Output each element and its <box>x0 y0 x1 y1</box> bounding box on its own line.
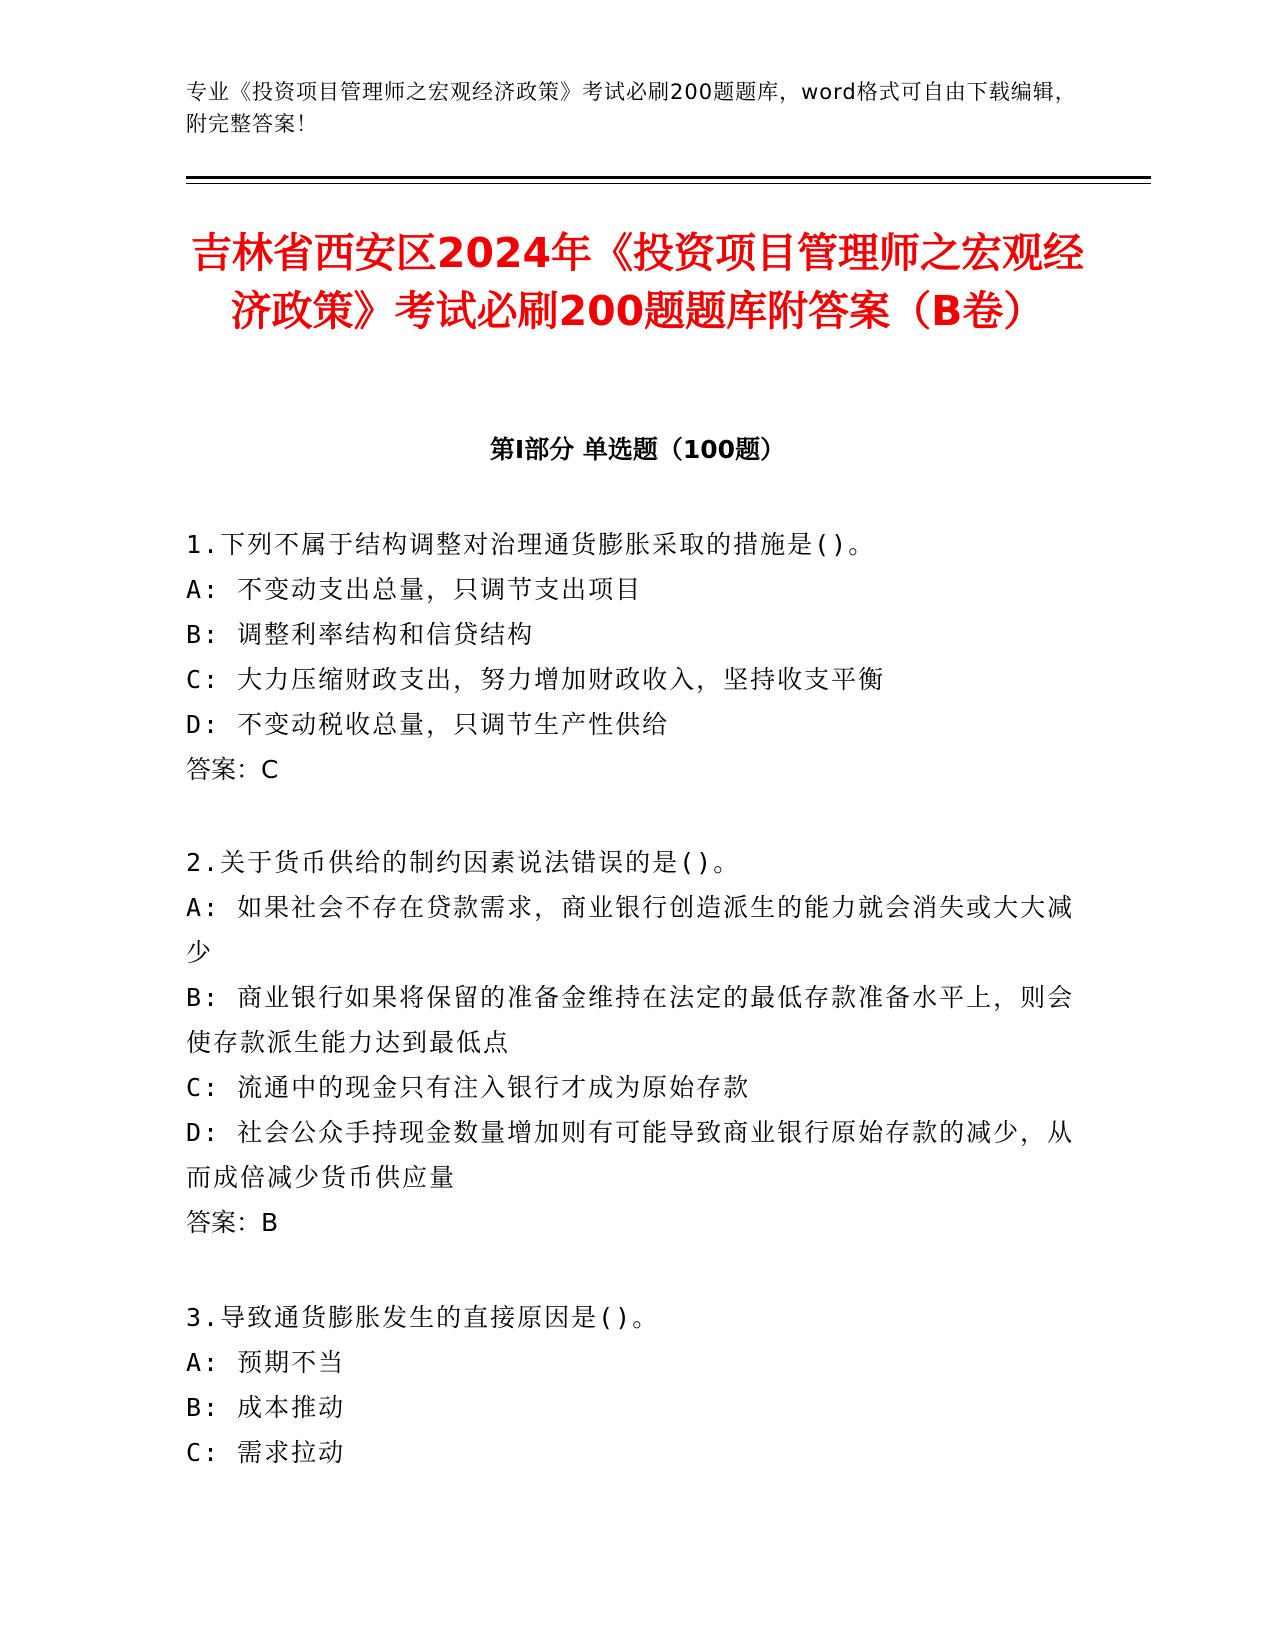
option-c: C: 需求拉动 <box>186 1438 346 1467</box>
question-stem: 3.导致通货膨胀发生的直接原因是()。 <box>186 1303 660 1332</box>
option-a: A: 如果社会不存在贷款需求，商业银行创造派生的能力就会消失或大大减少 <box>186 893 1075 967</box>
answer: 答案：B <box>186 1208 279 1237</box>
option-d: D: 社会公众手持现金数量增加则有可能导致商业银行原始存款的减少，从而成倍减少货币供应量 <box>186 1118 1075 1192</box>
option-d: D: 不变动税收总量，只调节生产性供给 <box>186 710 670 739</box>
document-title: 吉林省西安区2024年《投资项目管理师之宏观经济政策》考试必刷200题题库附答案（B卷） <box>190 229 1085 335</box>
option-a: A: 预期不当 <box>186 1348 346 1377</box>
question-stem: 2.关于货币供给的制约因素说法错误的是()。 <box>186 848 741 877</box>
option-c: C: 流通中的现金只有注入银行才成为原始存款 <box>186 1073 751 1102</box>
option-b: B: 调整利率结构和信贷结构 <box>186 620 535 649</box>
question-stem: 1.下列不属于结构调整对治理通货膨胀采取的措施是()。 <box>186 530 876 559</box>
question-1 <box>186 522 1076 792</box>
answer: 答案：C <box>186 755 279 784</box>
header-rule-thin <box>186 183 1151 184</box>
question-3 <box>186 1295 1076 1475</box>
option-c: C: 大力压缩财政支出，努力增加财政收入，坚持收支平衡 <box>186 665 886 694</box>
section-title: 第I部分 单选题（100题） <box>489 435 786 464</box>
header-note: 专业《投资项目管理师之宏观经济政策》考试必刷200题题库，word格式可自由下载编辑，附完整答案！ <box>186 80 1077 136</box>
option-a: A: 不变动支出总量，只调节支出项目 <box>186 575 643 604</box>
option-b: B: 商业银行如果将保留的准备金维持在法定的最低存款准备水平上，则会使存款派生能力达到最低点 <box>186 983 1075 1057</box>
option-b: B: 成本推动 <box>186 1393 346 1422</box>
header-rule-thick <box>186 176 1151 179</box>
question-2 <box>186 840 1076 1245</box>
